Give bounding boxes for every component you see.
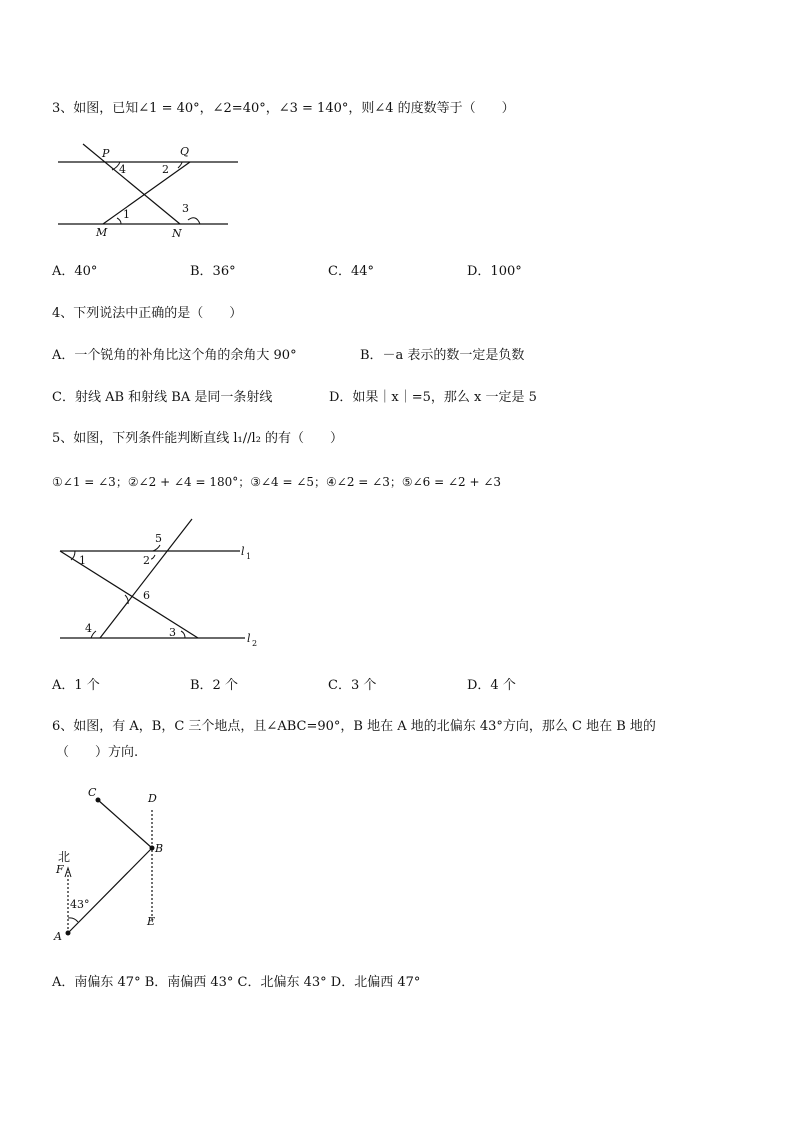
q5-conditions: ①∠1 = ∠3；②∠2 + ∠4 = 180°；③∠4 = ∠5；④∠2 = ∠3；⑤∠6 = ∠2 + ∠3 (52, 475, 502, 489)
point-p-label: P (102, 147, 110, 160)
q5-stem: 5、如图，下列条件能判断直线 l₁//l₂ 的有（ ） (52, 431, 344, 446)
q3-figure (50, 140, 240, 240)
angle-2-label: 2 (162, 163, 169, 176)
angle-3-label: 3 (182, 202, 189, 215)
q5-option-c[interactable]: C．3 个 (328, 678, 377, 693)
point-m-label: M (96, 226, 108, 239)
q3-option-b[interactable]: B．36° (190, 264, 236, 279)
angle-5-label: 5 (155, 532, 162, 545)
point-c-label: C (88, 786, 97, 799)
q3-stem: 3、如图，已知∠1 = 40°，∠2=40°，∠3 = 140°，则∠4 的度数等于（ ） (52, 101, 515, 116)
q6-stem-line1: 6、如图，有 A，B，C 三个地点，且∠ABC=90°，B 地在 A 地的北偏东 43°方向，那么 C 地在 B 地的 (52, 719, 656, 734)
q3-option-d[interactable]: D．100° (467, 264, 522, 279)
point-e-label: E (147, 915, 156, 928)
line-l1-subscript: 1 (246, 552, 252, 561)
angle-6-label: 6 (143, 589, 150, 602)
angle-43-label: 43° (70, 898, 90, 911)
angle-2-label: 2 (143, 554, 150, 567)
angle-4-label: 4 (85, 622, 92, 635)
angle-4-label: 4 (119, 163, 126, 176)
q3-option-c[interactable]: C．44° (328, 264, 374, 279)
point-a-label: A (54, 930, 62, 943)
line-l2-subscript: 2 (252, 639, 258, 648)
angle-1-label: 1 (79, 554, 86, 567)
point-d-label: D (148, 792, 157, 805)
q6-stem-line2: （ ）方向. (56, 745, 139, 760)
q3-option-a[interactable]: A．40° (52, 264, 98, 279)
q4-option-b[interactable]: B．－a 表示的数一定是负数 (360, 348, 525, 363)
north-label: 北 (58, 850, 71, 864)
q5-option-d[interactable]: D．4 个 (467, 678, 516, 693)
q4-option-a[interactable]: A．一个锐角的补角比这个角的余角大 90° (52, 348, 297, 363)
q5-option-a[interactable]: A．1 个 (52, 678, 100, 693)
q5-option-b[interactable]: B．2 个 (190, 678, 238, 693)
q6-figure (48, 780, 188, 950)
angle-1-label: 1 (123, 208, 130, 221)
line-l1-label: l (241, 545, 245, 558)
q6-options[interactable]: A．南偏东 47° B．南偏西 43° C．北偏东 43° D．北偏西 47° (52, 975, 421, 990)
point-q-label: Q (180, 145, 190, 158)
q4-option-d[interactable]: D．如果｜x｜=5，那么 x 一定是 5 (329, 390, 537, 405)
q4-stem: 4、下列说法中正确的是（ ） (52, 306, 243, 321)
angle-3-label: 3 (169, 626, 176, 639)
point-b-label: B (155, 842, 164, 855)
q5-figure (55, 515, 275, 650)
q4-option-c[interactable]: C．射线 AB 和射线 BA 是同一条射线 (52, 390, 273, 405)
point-n-label: N (172, 227, 182, 240)
line-l2-label: l (247, 632, 251, 645)
point-f-label: F (56, 863, 64, 876)
